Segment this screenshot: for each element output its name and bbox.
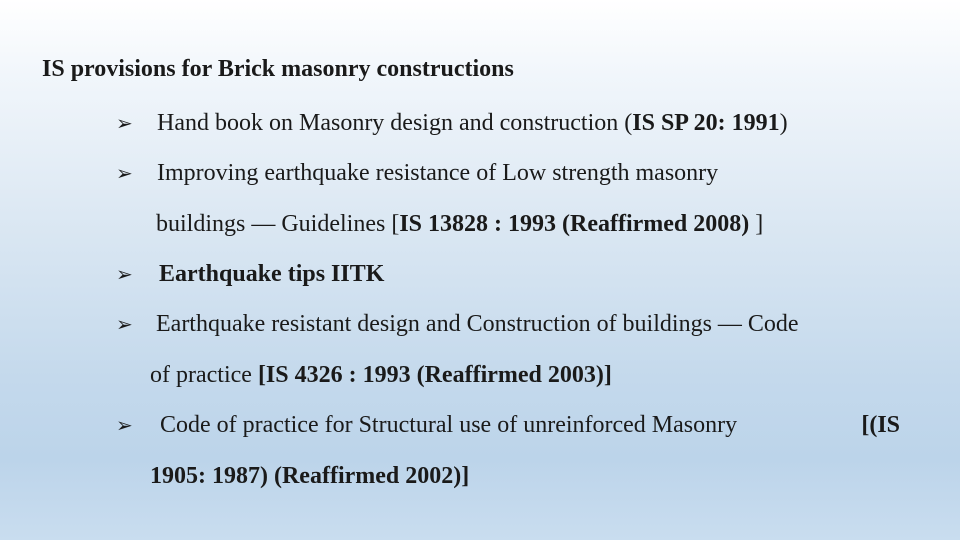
text-run-bold: 1905: 1987) (Reaffirmed 2002)]	[150, 463, 470, 489]
list-item-line	[156, 309, 799, 339]
list-item-line	[159, 259, 384, 289]
text-run-bold: IS 13828 : 1993 (Reaffirmed 2008)	[399, 211, 750, 237]
text-run: )	[779, 110, 788, 136]
arrow-bullet-icon: ➢	[116, 262, 133, 286]
arrow-bullet-icon: ➢	[116, 312, 133, 336]
arrow-bullet-icon: ➢	[116, 161, 133, 185]
text-run: Earthquake resistant design and Construction of buildings — Code	[156, 311, 799, 337]
text-run-bold: Earthquake tips IITK	[159, 261, 385, 287]
list-item-line	[157, 108, 788, 138]
text-run-bold: IS SP 20: 1991	[632, 110, 780, 136]
text-run-bold: [(IS	[861, 412, 900, 438]
arrow-bullet-icon: ➢	[116, 413, 133, 437]
list-item-line	[160, 410, 900, 440]
text-run-bold: [IS 4326 : 1993 (Reaffirmed 2003)]	[257, 362, 612, 388]
list-item-line	[157, 158, 718, 188]
list-item-line	[150, 360, 612, 390]
text-run: buildings — Guidelines [	[156, 211, 400, 237]
slide-title: IS provisions for Brick masonry constructions	[42, 56, 514, 82]
text-run: Hand book on Masonry design and construction (	[157, 110, 633, 136]
text-run: ]	[749, 211, 764, 237]
list-item-line	[150, 461, 469, 491]
arrow-bullet-icon: ➢	[116, 111, 133, 135]
text-run: of practice	[150, 362, 258, 388]
text-run: Code of practice for Structural use of unreinforced Masonry	[160, 412, 738, 438]
list-item-line	[156, 209, 763, 239]
text-run: Improving earthquake resistance of Low strength masonry	[157, 160, 719, 186]
